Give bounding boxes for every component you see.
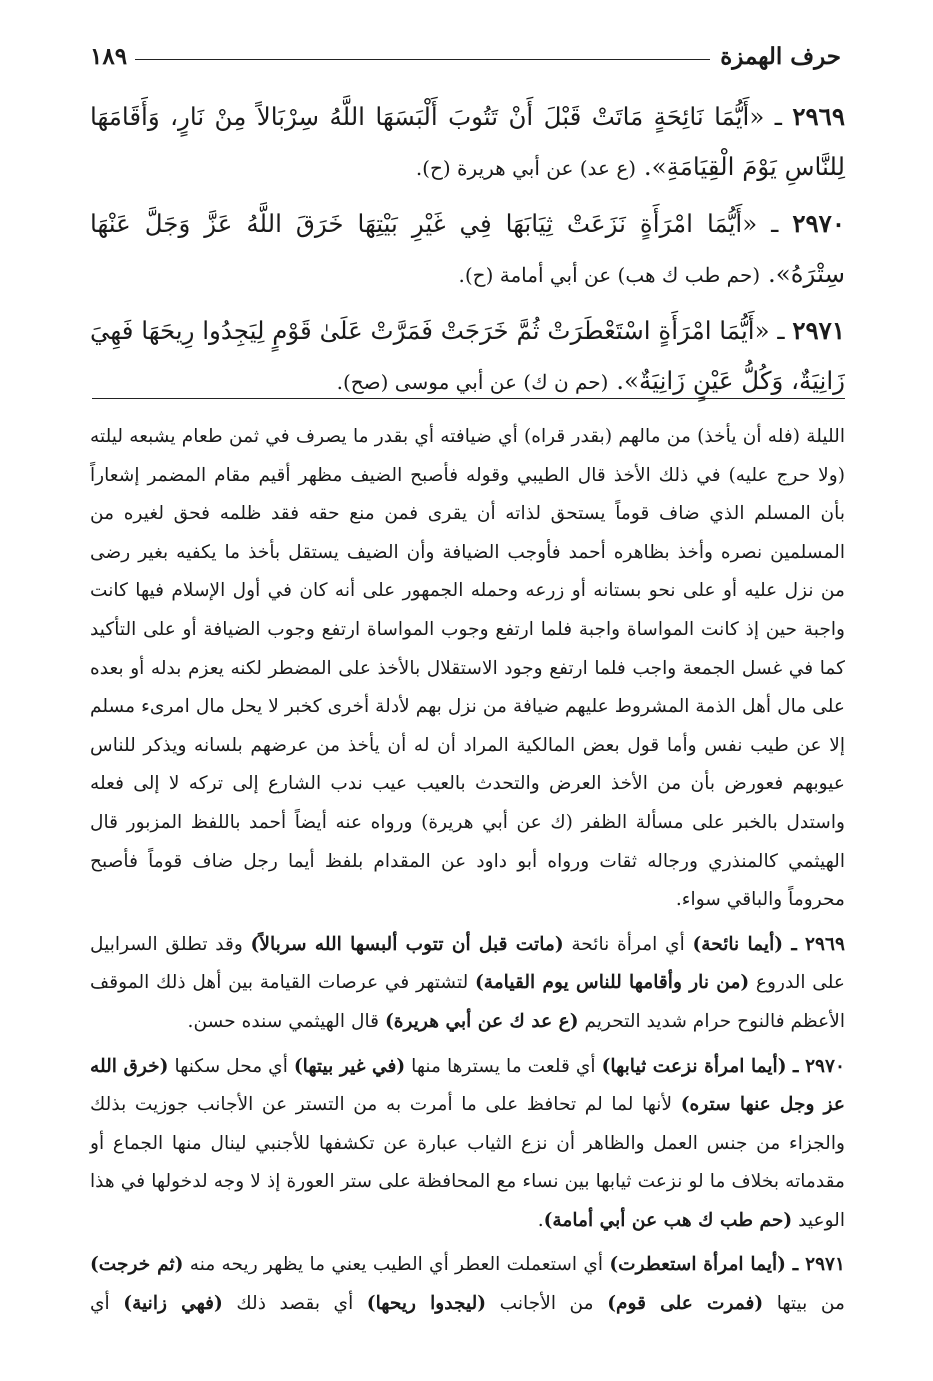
commentary-text: لأنها لما لم تحافظ على ما أمرت به من التستر عن الأجانب جوزيت بذلك والجزاء من جنس العمل والظاهر أن نزع الثياب عبارة عن تكشفها للأجنبي لينال منها الجماع أو مقدماته بخلاف ما لو نزعت ثيابها بين نساء مع المحافظة على ستر العورة إذ لا وجه لدخولها في هذا الوعيد: [90, 1094, 845, 1231]
commentary-text: لتشتهر في عرصات القيامة بين أهل ذلك الموقف الأعظم فالنوح حرام شديد التحريم: [90, 972, 845, 1032]
commentary-quote: (في غير بيتها): [293, 1055, 406, 1077]
commentary-lead: ٢٩٧١ ـ (أيما امرأة استعطرت): [609, 1254, 846, 1276]
commentary-lead: ٢٩٦٩ ـ (أيما نائحة): [692, 933, 845, 955]
commentary-lead: ٢٩٧٠ ـ (أيما امرأة نزعت ثيابها): [601, 1055, 846, 1077]
commentary-intro: الليلة (فله أن يأخذ) من مالهم (بقدر قراه) أي ضيافته أي بقدر ما يصرف في ثمن طعام يشبعه ليلته (ولا حرج عليه) في ذلك الأخذ قال الطيبي وقوله فأصبح الضيف مظهر أقيم مقام المضمر إشعاراً بأن المسلم الذي ضاف قوماً يستحق لذاته أن يقرى فمن منع حقه فقد ظلمه فحق لغيره من المسلمين نصره وأخذ بظاهره أحمد فأوجب الضيافة وأن الضيف يستقل بأخذ ما يكفيه بغير رضى من نزل عليه أو على نحو بستانه أو زرعه وحمله الجمهور على أنه كان في أول الإسلام فيها كانت واجبة حين إذ كانت المواساة واجبة فلما ارتفع وجوب المواساة ارتفع وجوب الضيافة أو على التأكيد كما في غسل الجمعة واجب فلما ارتفع وجود الاستقلال بالأخذ على المضطر لكنه يعزم بدله أو بعده على مال أهل الذمة المشروط عليهم ضيافة من نزل بهم لأدلة أخرى كخبر لا يحل مال امرىء مسلم إلا عن طيب نفس وأما قول بعض المالكية المراد أن له أن يأخذ من عرضهم بلسانه ويذكر للناس عيوبهم فعورض بأن من الأخذ العرض والتحدث بالعيب عيب ندب الشارع إلى تركه لا إلى فعله واستدل بالخبر على مسألة الظفر (ك عن أبي هريرة) ورواه عنه أيضاً أحمد باللفظ المزبور قال الهيثمي كالمنذري ورجاله ثقات ورواه أبو داود عن المقدام بلفظ أيما رجل ضاف قوماً فأصبح محروماً والباقي سواء.: [90, 426, 845, 911]
commentary-quote: (ليجدوا ريحها): [366, 1293, 487, 1315]
commentary-text: أي قلعت ما يسترها منها: [405, 1055, 602, 1077]
commentary-2971: [90, 1246, 845, 1323]
commentary-text: من الأجانب: [486, 1293, 608, 1315]
hadith-2971: ٢٩٧١ ـ «أَيُّمَا امْرَأَةٍ اسْتَعْطَرَتْ ثُمَّ خَرَجَتْ فَمَرَّتْ عَلَىٰ قَوْمٍ لِيَجِدُوا رِيحَهَا فَهِيَ زَانِيَةٌ، وَكُلُّ عَيْنٍ زَانِيَةٌ». (حم ن ك) عن أبي موسى (صح).: [90, 316, 845, 395]
commentary-text: أي امرأة نائحة: [563, 933, 693, 955]
hadith-2970: ٢٩٧٠ ـ «أَيُّمَا امْرَأَةٍ نَزَعَتْ ثِيَابَهَا فِي غَيْرِ بَيْتِهَا خَرَقَ اللَّهُ عَزَّ وَجَلَّ عَنْهَا سِتْرَهُ». (حم طب ك هب) عن أبي أمامة (ح).: [90, 209, 845, 288]
commentary-text: .: [537, 1209, 544, 1231]
commentary-quote: (ثم خرجت): [90, 1254, 184, 1276]
commentary-quote: (خرق الله عز وجل عنها ستره): [90, 1055, 846, 1116]
commentary-quote: (ماتت قبل أن تتوب ألبسها الله سربالاً): [250, 933, 564, 955]
commentary-text: وقد تطلق السرابيل على الدروع: [90, 933, 845, 994]
commentary-2969: [90, 926, 845, 1042]
commentary-text: أي بقصد ذلك: [222, 1293, 367, 1315]
chapter-title: حرف الهمزة: [720, 42, 841, 70]
page-header: [90, 36, 841, 76]
hadith-number: ٢٩٦٩: [792, 102, 845, 131]
hadith-number: ٢٩٧٠: [792, 209, 845, 238]
commentary-text: من بيتها: [763, 1293, 845, 1315]
hadith-texts: [90, 92, 845, 413]
header-rule: [135, 59, 710, 60]
page-number: ١٨٩: [90, 42, 128, 70]
hadith-text: «أَيُّمَا نَائِحَةٍ مَاتَتْ قَبْلَ أَنْ تَتُوبَ أَلْبَسَهَا اللَّهُ سِرْبَالاً مِنْ نَارٍ، وَأَقَامَهَا لِلنَّاسِ يَوْمَ الْقِيَامَةِ».: [90, 102, 845, 181]
commentary-quote: (فمرت على قوم): [607, 1293, 764, 1315]
commentary-source: (حم طب ك هب عن أبي أمامة): [543, 1209, 793, 1231]
hadith-source: (ع عد) عن أبي هريرة (ح).: [415, 156, 637, 180]
hadith-source: (حم ن ك) عن أبي موسى (صح).: [336, 370, 609, 394]
commentary-quote: (من نار وأقامها للناس يوم القيامة): [474, 972, 750, 994]
hadith-text: «أَيُّمَا امْرَأَةٍ نَزَعَتْ ثِيَابَهَا فِي غَيْرِ بَيْتِهَا خَرَقَ اللَّهُ عَزَّ وَجَلَّ عَنْهَا سِتْرَهُ».: [90, 209, 845, 288]
commentary: [90, 418, 845, 1330]
commentary-source: (ع عد ك عن أبي هريرة): [384, 1010, 579, 1032]
commentary-text: أي استعملت العطر أي الطيب يعني ما يظهر ريحه منه: [183, 1254, 610, 1276]
commentary-text: أي: [90, 1293, 124, 1315]
commentary-text: قال الهيثمي سنده حسن.: [187, 1010, 385, 1032]
hadith-source: (حم طب ك هب) عن أبي أمامة (ح).: [458, 263, 761, 287]
hadith-2969: ٢٩٦٩ ـ «أَيُّمَا نَائِحَةٍ مَاتَتْ قَبْلَ أَنْ تَتُوبَ أَلْبَسَهَا اللَّهُ سِرْبَالاً مِنْ نَارٍ، وَأَقَامَهَا لِلنَّاسِ يَوْمَ الْقِيَامَةِ». (ع عد) عن أبي هريرة (ح).: [90, 102, 845, 181]
commentary-quote: (فهي زانية): [123, 1293, 223, 1315]
hadith-number: ٢٩٧١: [792, 316, 845, 345]
section-divider: [92, 398, 845, 399]
commentary-2970: [90, 1048, 845, 1241]
commentary-text: أي محل سكنها: [168, 1055, 294, 1077]
hadith-text: «أَيُّمَا امْرَأَةٍ اسْتَعْطَرَتْ ثُمَّ خَرَجَتْ فَمَرَّتْ عَلَىٰ قَوْمٍ لِيَجِدُوا رِيحَهَا فَهِيَ زَانِيَةٌ، وَكُلُّ عَيْنٍ زَانِيَةٌ».: [90, 316, 845, 395]
